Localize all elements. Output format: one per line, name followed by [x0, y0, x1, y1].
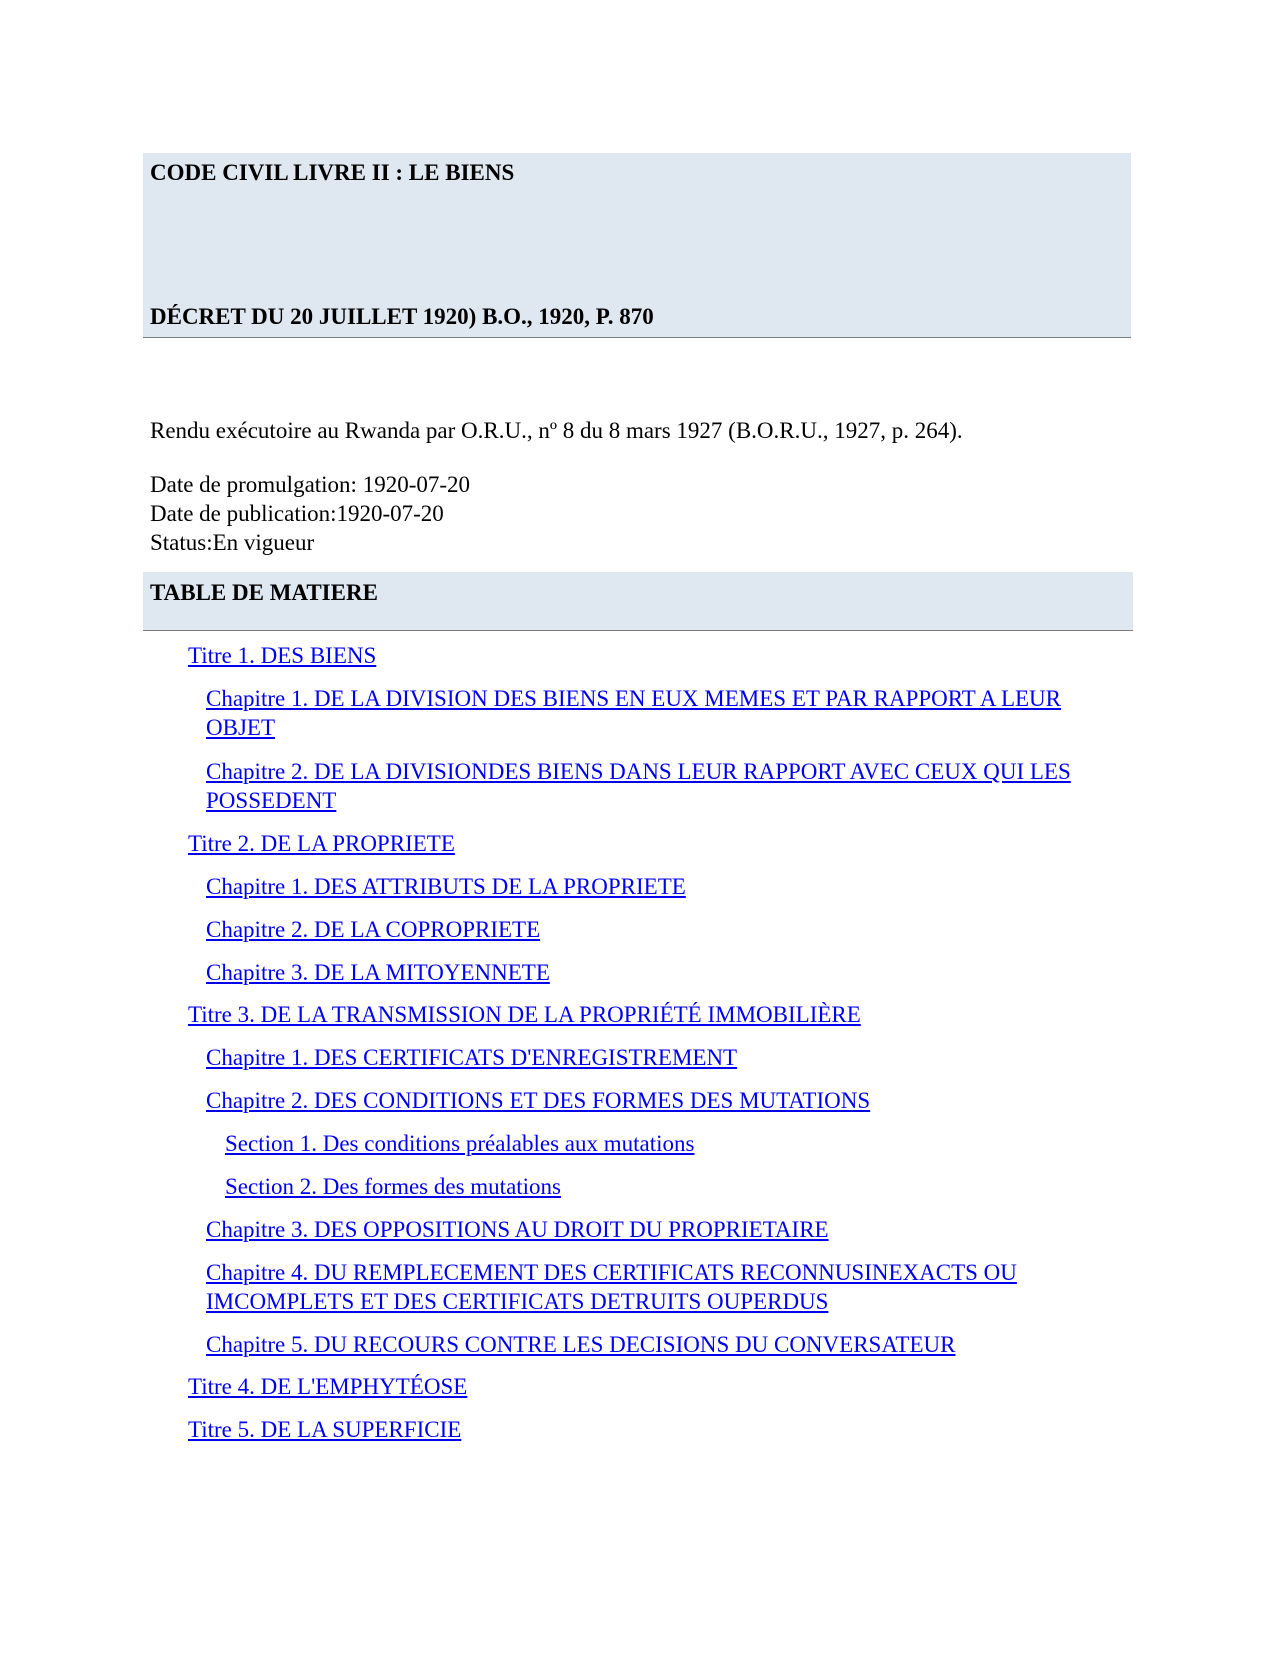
- document-metadata: [150, 470, 470, 557]
- toc-link-titre-3-chapitre-5[interactable]: Chapitre 5. DU RECOURS CONTRE LES DECISIONS DU CONVERSATEUR: [206, 1332, 956, 1357]
- toc-link-titre-3-chapitre-2-section-2[interactable]: Section 2. Des formes des mutations: [225, 1174, 562, 1199]
- document-title: CODE CIVIL LIVRE II : LE BIENS: [150, 160, 515, 185]
- toc-heading-box: [143, 572, 1133, 631]
- toc-link-titre-5[interactable]: Titre 5. DE LA SUPERFICIE: [188, 1417, 462, 1442]
- toc-link-titre-2-chapitre-2[interactable]: Chapitre 2. DE LA COPROPRIETE: [206, 917, 541, 942]
- toc-link-titre-3-chapitre-4[interactable]: Chapitre 4. DU REMPLECEMENT DES CERTIFICATS RECONNUSINEXACTS OU IMCOMPLETS ET DES CERTIFICATS DETRUITS OUPERDUS: [206, 1260, 1017, 1314]
- toc-link-titre-1[interactable]: Titre 1. DES BIENS: [188, 643, 377, 668]
- toc-link-titre-2-chapitre-1[interactable]: Chapitre 1. DES ATTRIBUTS DE LA PROPRIETE: [206, 874, 686, 899]
- toc-heading: TABLE DE MATIERE: [150, 580, 378, 605]
- toc-link-titre-3-chapitre-1[interactable]: Chapitre 1. DES CERTIFICATS D'ENREGISTREMENT: [206, 1045, 738, 1070]
- toc-link-titre-3-chapitre-2-section-1[interactable]: Section 1. Des conditions préalables aux mutations: [225, 1131, 695, 1156]
- document-title-box: [143, 153, 1131, 338]
- toc-link-titre-3[interactable]: Titre 3. DE LA TRANSMISSION DE LA PROPRIÉTÉ IMMOBILIÈRE: [188, 1002, 861, 1027]
- status-text: Status:En vigueur: [150, 530, 315, 555]
- toc-link-titre-2[interactable]: Titre 2. DE LA PROPRIETE: [188, 831, 455, 856]
- toc-link-titre-1-chapitre-2[interactable]: Chapitre 2. DE LA DIVISIONDES BIENS DANS LEUR RAPPORT AVEC CEUX QUI LES POSSEDENT: [206, 759, 1071, 813]
- toc-link-titre-3-chapitre-3[interactable]: Chapitre 3. DES OPPOSITIONS AU DROIT DU PROPRIETAIRE: [206, 1217, 829, 1242]
- publication-date: Date de publication:1920-07-20: [150, 501, 444, 526]
- toc-link-titre-3-chapitre-2[interactable]: Chapitre 2. DES CONDITIONS ET DES FORMES DES MUTATIONS: [206, 1088, 871, 1113]
- enforcement-note: Rendu exécutoire au Rwanda par O.R.U., nº 8 du 8 mars 1927 (B.O.R.U., 1927, p. 264).: [150, 418, 963, 443]
- decree-reference: DÉCRET DU 20 JUILLET 1920) B.O., 1920, P. 870: [150, 304, 654, 329]
- toc-link-titre-1-chapitre-1[interactable]: Chapitre 1. DE LA DIVISION DES BIENS EN EUX MEMES ET PAR RAPPORT A LEUR OBJET: [206, 686, 1061, 740]
- promulgation-date: Date de promulgation: 1920-07-20: [150, 472, 471, 497]
- toc-link-titre-4[interactable]: Titre 4. DE L'EMPHYTÉOSE: [188, 1374, 468, 1399]
- toc-link-titre-2-chapitre-3[interactable]: Chapitre 3. DE LA MITOYENNETE: [206, 960, 550, 985]
